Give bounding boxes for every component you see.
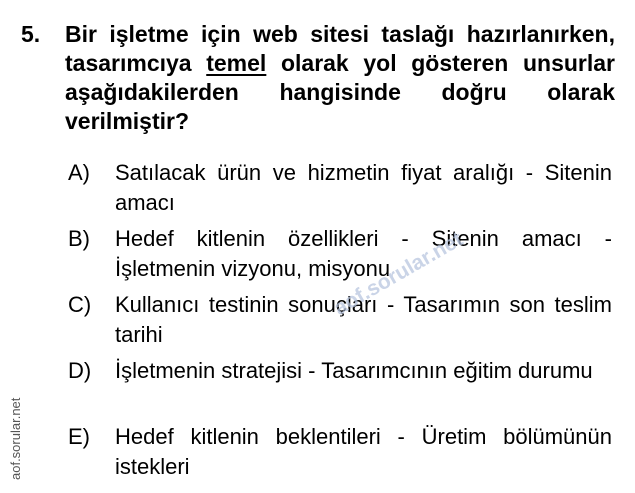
question-text-before: Bir işletme için web sitesi taslağı hazırlanırken, tasarımcıya xyxy=(65,21,615,76)
option-text: İşletmenin stratejisi - Tasarımcının eğitim durumu xyxy=(115,358,593,383)
option-text: Kullanıcı testinin sonuçları - Tasarımın son teslim tarihi xyxy=(115,292,612,347)
question-emphasis: temel xyxy=(206,50,267,76)
option-letter: A) xyxy=(68,160,90,185)
option-letter: B) xyxy=(68,226,90,251)
option-b[interactable] xyxy=(68,224,613,290)
option-e[interactable] xyxy=(68,422,613,488)
watermark-center: aof.sorular.net xyxy=(330,227,467,320)
question-text-after: olarak yol gösteren unsurlar aşağıdakilerden hangisinde doğru olarak verilmiştir? xyxy=(65,50,616,134)
option-text: Hedef kitlenin beklentileri - Üretim bölümünün istekleri xyxy=(115,424,612,479)
answer-options xyxy=(68,158,613,488)
option-d[interactable] xyxy=(68,356,613,422)
option-c[interactable] xyxy=(68,290,613,356)
question-number: 5. xyxy=(21,21,41,47)
question-text xyxy=(65,20,615,136)
watermark-side: aof.sorular.net xyxy=(8,397,23,480)
option-letter: C) xyxy=(68,292,92,317)
option-text: Hedef kitlenin özellikleri - Sitenin amacı - İşletmenin vizyonu, misyonu xyxy=(115,226,612,281)
option-letter: E) xyxy=(68,424,90,449)
option-text: Satılacak ürün ve hizmetin fiyat aralığı - Sitenin amacı xyxy=(115,160,612,215)
option-letter: D) xyxy=(68,358,92,383)
option-a[interactable] xyxy=(68,158,613,224)
